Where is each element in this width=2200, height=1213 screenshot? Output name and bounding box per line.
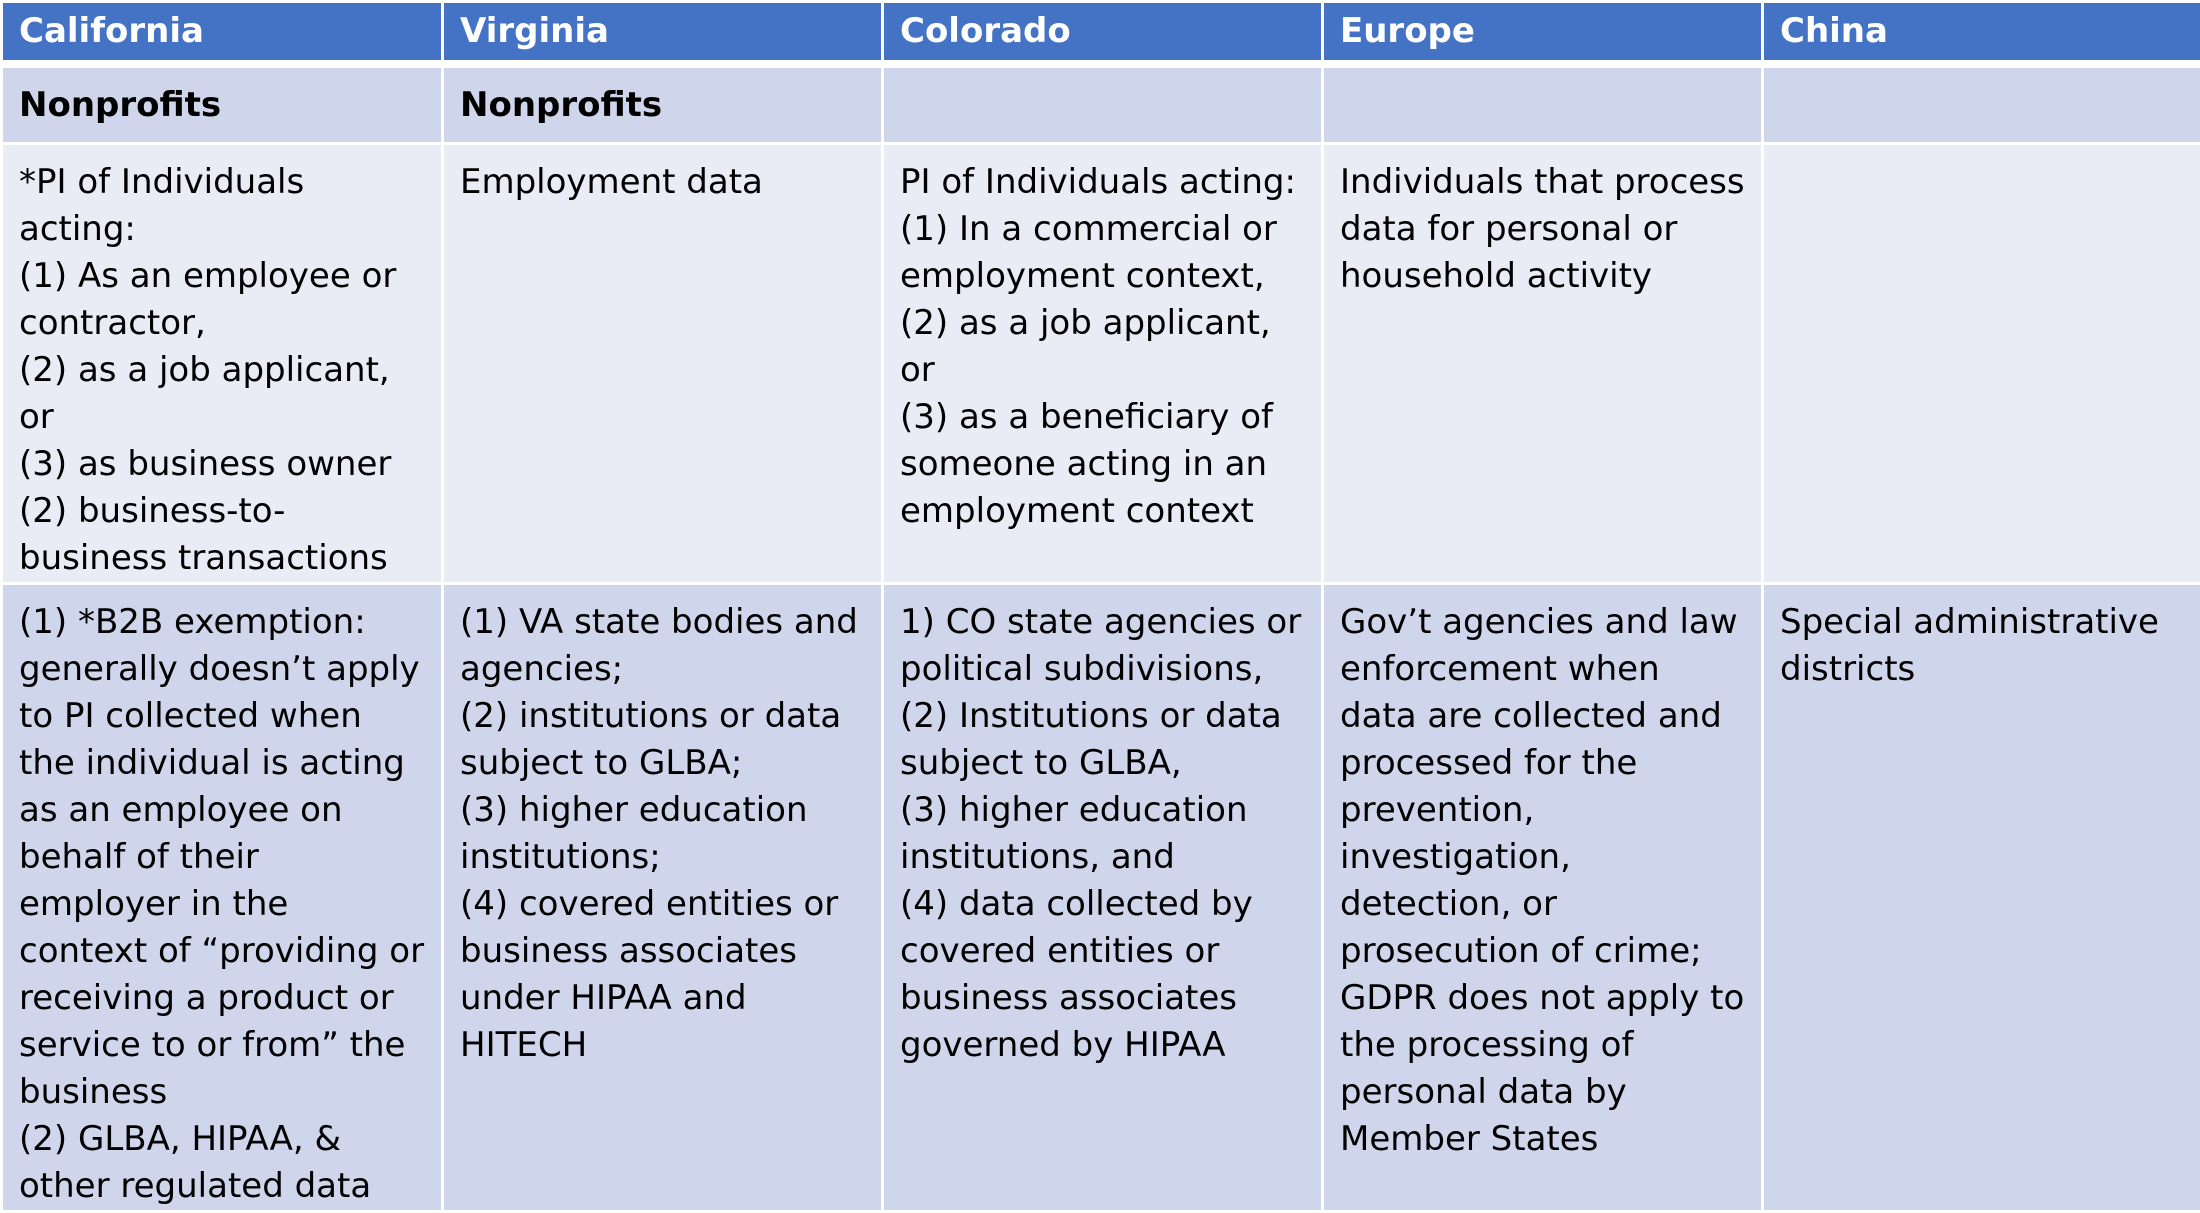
cell-china-nonprofits bbox=[1763, 64, 2200, 144]
cell-colorado-nonprofits bbox=[883, 64, 1323, 144]
cell-california-government: (1) *B2B exemption: generally doesn’t apply to PI collected when the individual is acting as an employee on behalf of their employer in the context of “providing or receiving a product or service to or from” the business (2) GLBA, HIPAA, & other regulated data bbox=[2, 584, 443, 1212]
cell-europe-government: Gov’t agencies and law enforcement when data are collected and processed for the prevention, investigation, detection, or prosecution of crime; GDPR does not apply to the processing of personal data by Member States bbox=[1323, 584, 1763, 1212]
cell-china-government: Special administrative districts bbox=[1763, 584, 2200, 1212]
header-california: California bbox=[2, 2, 443, 65]
cell-virginia-individuals: Employment data bbox=[443, 144, 883, 584]
header-europe: Europe bbox=[1323, 2, 1763, 65]
cell-colorado-government: 1) CO state agencies or political subdivisions, (2) Institutions or data subject to GLBA, (3) higher education institutions, and (4) data collected by covered entities or business associates governed by HIPAA bbox=[883, 584, 1323, 1212]
cell-virginia-government: (1) VA state bodies and agencies; (2) institutions or data subject to GLBA; (3) higher education institutions; (4) covered entities or business associates under HIPAA and HITECH bbox=[443, 584, 883, 1212]
table-row-government bbox=[2, 584, 2200, 1212]
header-virginia: Virginia bbox=[443, 2, 883, 65]
cell-europe-individuals: Individuals that process data for personal or household activity bbox=[1323, 144, 1763, 584]
header-china: China bbox=[1763, 2, 2200, 65]
cell-california-nonprofits: Nonprofits bbox=[2, 64, 443, 144]
table-body bbox=[2, 64, 2200, 1212]
cell-california-individuals: *PI of Individuals acting: (1) As an employee or contractor, (2) as a job applicant, or (3) as business owner (2) business-to-business transactions bbox=[2, 144, 443, 584]
cell-china-individuals bbox=[1763, 144, 2200, 584]
cell-virginia-nonprofits: Nonprofits bbox=[443, 64, 883, 144]
table-row-individuals bbox=[2, 144, 2200, 584]
table-header bbox=[2, 2, 2200, 65]
table-row-nonprofits bbox=[2, 64, 2200, 144]
cell-europe-nonprofits bbox=[1323, 64, 1763, 144]
cell-colorado-individuals: PI of Individuals acting: (1) In a commercial or employment context, (2) as a job applicant, or (3) as a beneficiary of someone acting in an employment context bbox=[883, 144, 1323, 584]
header-row bbox=[2, 2, 2200, 65]
header-colorado: Colorado bbox=[883, 2, 1323, 65]
